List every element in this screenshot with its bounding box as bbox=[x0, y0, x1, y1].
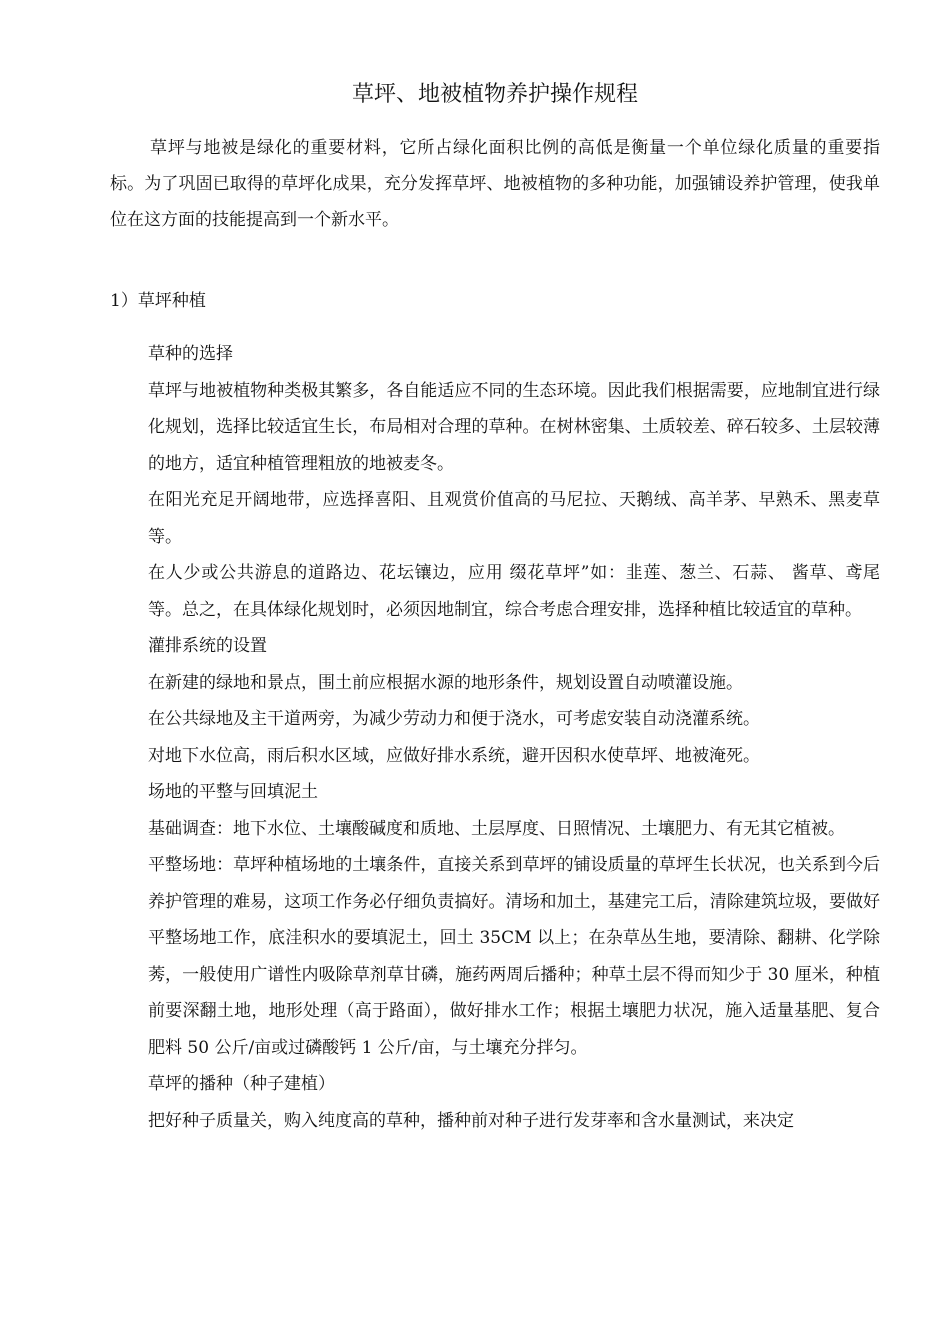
paragraph-sunny-areas: 在阳光充足开阔地带，应选择喜阳、且观赏价值高的马尼拉、天鹅绒、高羊茅、早熟禾、黑麦草等。 bbox=[148, 490, 880, 547]
document-title: 草坪、地被植物养护操作规程 bbox=[351, 82, 638, 107]
subheading-irrigation: 灌排系统的设置 bbox=[148, 636, 267, 656]
intro-paragraph: 草坪与地被是绿化的重要材料，它所占绿化面积比例的高低是衡量一个单位绿化质量的重要指标。为了巩固已取得的草坪化成果，充分发挥草坪、地被植物的多种功能，加强铺设养护管理，使我单位在这方面的技能提高到一个新水平。 bbox=[110, 138, 880, 230]
paragraph-leveling: 平整场地：草坪种植场地的土壤条件，直接关系到草坪的铺设质量的草坪生长状况，也关系到今后养护管理的难易，这项工作务必仔细负责搞好。清场和加土，基建完工后，清除建筑垃圾，要做好平整场地工作，底洼积水的要填泥土，回土 35CM 以上；在杂草丛生地，要清除、翻耕、化学除莠，一般使用广谱性内吸除草剂草甘磷，施药两周后播种；种草土层不得而知少于 30 厘米，种植前要深翻土地，地形处理（高于路面），做好排水工作；根据土壤肥力状况，施入适量基肥、复合肥料 50 公斤/亩或过磷酸钙 1 公斤/亩，与土壤充分拌匀。 bbox=[148, 855, 880, 1058]
paragraph-drainage: 对地下水位高，雨后积水区域，应做好排水系统，避开因积水使草坪、地被淹死。 bbox=[148, 745, 760, 766]
paragraph-species-variety: 草坪与地被植物种类极其繁多，各自能适应不同的生态环境。因此我们根据需要，应地制宜进行绿化规划，选择比较适宜生长，布局相对合理的草种。在树林密集、土质较差、碎石较多、土层较薄的地方，适宜种植管理粗放的地被麦冬。 bbox=[148, 380, 880, 474]
paragraph-seed-quality: 把好种子质量关，购入纯度高的草种，播种前对种子进行发芽率和含水量测试，来决定 bbox=[148, 1110, 794, 1131]
paragraph-auto-watering: 在公共绿地及主干道两旁，为减少劳动力和便于浇水，可考虑安装自动浇灌系统。 bbox=[148, 709, 760, 729]
subheading-sowing: 草坪的播种（种子建植） bbox=[148, 1074, 335, 1094]
section-heading-lawn-planting: 1）草坪种植 bbox=[110, 291, 206, 311]
paragraph-flower-lawn: 在人少或公共游息的道路边、花坛镶边，应用 缀花草坪”如：韭莲、葱兰、石蒜、 酱草、鸢尾等。总之，在具体绿化规划时，必须因地制宜，综合考虑合理安排，选择种植比较适宜的草种。 bbox=[148, 563, 880, 620]
section-body bbox=[148, 336, 880, 1139]
subheading-site-leveling: 场地的平整与回填泥土 bbox=[148, 782, 318, 802]
paragraph-site-survey: 基础调查：地下水位、土壤酸碱度和质地、土层厚度、日照情况、土壤肥力、有无其它植被。 bbox=[148, 818, 845, 839]
paragraph-sprinkler: 在新建的绿地和景点，围土前应根据水源的地形条件，规划设置自动喷灌设施。 bbox=[148, 672, 743, 693]
subheading-species-selection: 草种的选择 bbox=[148, 344, 233, 364]
